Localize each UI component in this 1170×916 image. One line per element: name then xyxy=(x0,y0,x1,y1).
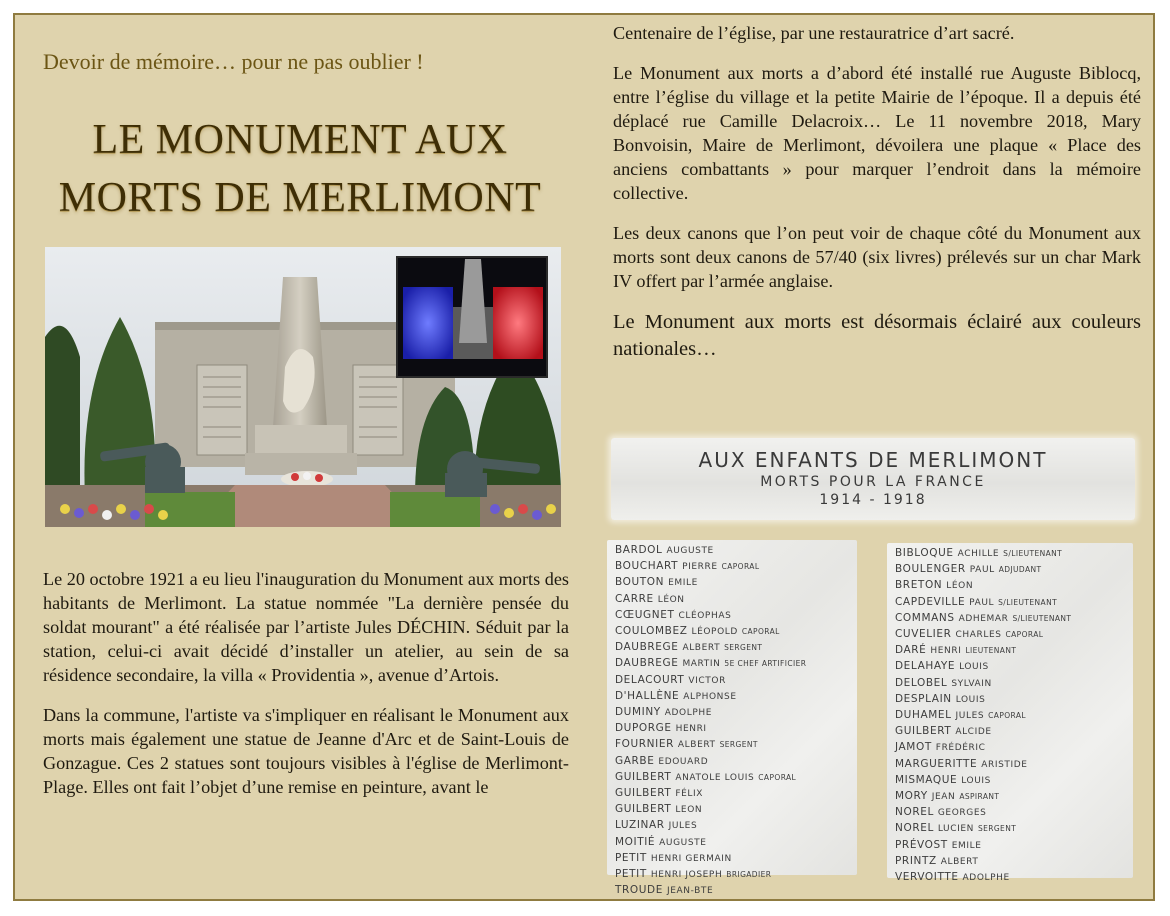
title-line-2: MORTS DE MERLIMONT xyxy=(58,175,542,221)
first-name: PAUL xyxy=(969,565,995,576)
plaque-line-1: AUX ENFANTS DE MERLIMONT xyxy=(698,448,1048,472)
first-name: ADHEMAR xyxy=(958,613,1009,624)
first-name: HENRI xyxy=(675,724,707,735)
surname: CAPDEVILLE xyxy=(895,595,966,608)
surname: GUILBERT xyxy=(615,787,672,800)
memorial-plaque xyxy=(611,438,1135,520)
first-name: LUCIEN xyxy=(937,824,974,835)
name-row xyxy=(615,673,849,689)
name-row xyxy=(615,543,849,559)
rank: CAPORAL xyxy=(1005,630,1044,640)
surname: VERVOITTE xyxy=(895,871,959,884)
first-name: CLÉOPHAS xyxy=(678,610,732,621)
page-title xyxy=(35,111,565,227)
article-page xyxy=(13,13,1155,901)
surname: DARÉ xyxy=(895,644,927,657)
names-plaque-left xyxy=(607,540,857,897)
first-name: MARTIN xyxy=(682,659,721,670)
name-row xyxy=(615,867,849,883)
name-row xyxy=(615,818,849,834)
rank: CAPORAL xyxy=(988,711,1026,721)
surname: DAUBREGE xyxy=(615,657,679,670)
rank: CAPORAL xyxy=(741,627,780,637)
surname: MOITIÉ xyxy=(615,835,656,848)
name-row xyxy=(895,692,1125,708)
rank: S/LIEUTENANT xyxy=(1003,549,1063,558)
name-row xyxy=(615,640,849,656)
first-name: JEAN xyxy=(931,792,956,803)
surname: GUILBERT xyxy=(895,725,952,738)
paragraph-inauguration: Le 20 octobre 1921 a eu lieu l'inauguration du Monument aux morts des habitants de Merlimont. La statue nommée "La dernière pensée du soldat mourant" a été réalisée par l’artiste Jules DÉCHIN. Séduit par la station, celui-ci avait décidé d’installer un atelier, au sein de sa résidence secondaire, la villa « Providentia », avenue d’Artois. xyxy=(43,569,569,685)
surname: BOULENGER xyxy=(895,563,966,576)
name-row xyxy=(615,835,849,851)
rank: CAPORAL xyxy=(758,772,797,782)
right-text-column xyxy=(613,21,1141,379)
first-name: VICTOR xyxy=(688,675,726,686)
first-name: ALBERT xyxy=(677,740,716,751)
first-name: SYLVAIN xyxy=(951,678,992,689)
rank: LIEUTENANT xyxy=(965,646,1017,656)
surname: DUPORGE xyxy=(615,722,672,735)
surname: DELOBEL xyxy=(895,676,948,689)
surname: D'HALLÈNE xyxy=(615,689,680,702)
name-row xyxy=(615,575,849,591)
paragraph-location: Le Monument aux morts a d’abord été installé rue Auguste Biblocq, entre l’église du village et la petite Mairie de l’époque. Il a depuis été déplacé rue Camille Delacroix… Le 11 novembre 2018, Mary Bonvoisin, Maire de Merlimont, dévoilera une plaque « Place des anciens combattants » pour marquer l’endroit dans la mémoire collective. xyxy=(613,63,1141,203)
monument-photo xyxy=(45,247,561,527)
name-row xyxy=(615,656,849,672)
first-name: ALBERT xyxy=(682,643,721,654)
surname: FOURNIER xyxy=(615,738,674,751)
first-name: GEORGES xyxy=(937,808,987,819)
name-row xyxy=(615,624,849,640)
first-name: FRÉDÉRIC xyxy=(935,743,986,754)
surname: PRINTZ xyxy=(895,854,937,867)
name-row xyxy=(895,659,1125,675)
name-row xyxy=(615,689,849,705)
names-plaque-right xyxy=(887,543,1133,884)
name-row xyxy=(895,643,1125,659)
name-row xyxy=(615,786,849,802)
surname: PETIT xyxy=(615,868,647,881)
name-row xyxy=(895,773,1125,789)
name-row xyxy=(895,708,1125,724)
surname: CARRE xyxy=(615,592,654,605)
first-name: LÉON xyxy=(657,594,685,605)
name-row xyxy=(895,854,1125,870)
rank: SERGENT xyxy=(719,740,758,750)
surname: COMMANS xyxy=(895,611,955,624)
first-name: FÉLIX xyxy=(675,789,704,800)
first-name: AUGUSTE xyxy=(666,546,714,556)
name-row xyxy=(895,578,1125,594)
name-row xyxy=(895,595,1125,611)
first-name: AUGUSTE xyxy=(659,837,707,848)
first-name: EMILE xyxy=(951,840,982,851)
surname: DAUBREGE xyxy=(615,641,679,654)
first-name: JEAN-BTE xyxy=(666,886,714,897)
surname: LUZINAR xyxy=(615,819,665,832)
name-row xyxy=(615,770,849,786)
name-row xyxy=(895,757,1125,773)
surname: PRÉVOST xyxy=(895,838,948,851)
first-name: HENRI GERMAIN xyxy=(650,853,732,864)
surname: NOREL xyxy=(895,806,934,819)
surname: DUMINY xyxy=(615,706,661,719)
first-name: CHARLES xyxy=(955,630,1002,641)
name-row xyxy=(615,802,849,818)
surname: JAMOT xyxy=(895,741,932,754)
name-row xyxy=(895,611,1125,627)
surname: DELACOURT xyxy=(615,673,685,686)
surname: BRETON xyxy=(895,579,943,592)
rank: S/LIEUTENANT xyxy=(1012,613,1072,623)
title-line-1: LE MONUMENT AUX xyxy=(92,117,508,163)
surname: BIBLOQUE xyxy=(895,547,954,559)
rank: SERGENT xyxy=(977,824,1017,834)
first-name: ACHILLE xyxy=(957,549,1000,559)
first-name: LÉOPOLD xyxy=(691,627,738,638)
surname: MORY xyxy=(895,790,928,803)
first-name: HENRI xyxy=(930,646,962,657)
name-row xyxy=(615,851,849,867)
plaque-line-2: MORTS POUR LA FRANCE xyxy=(760,474,986,490)
monument-illustration xyxy=(45,247,561,527)
surname: MARGUERITTE xyxy=(895,757,978,770)
paragraph-centenaire: Centenaire de l’église, par une restauratrice d’art sacré. xyxy=(613,23,1015,43)
surname: DUHAMEL xyxy=(895,709,952,722)
first-name: JULES xyxy=(955,711,985,722)
name-row xyxy=(615,608,849,624)
surname: PETIT xyxy=(615,851,647,864)
first-name: ALBERT xyxy=(940,856,979,867)
surname: DELAHAYE xyxy=(895,660,956,673)
rank: ADJUDANT xyxy=(998,565,1042,575)
name-row xyxy=(615,737,849,753)
first-name: LÉON xyxy=(946,581,974,592)
first-name: LOUIS xyxy=(959,662,989,673)
name-row xyxy=(895,870,1125,886)
surname: BOUTON xyxy=(615,576,665,589)
rank: SERGENT xyxy=(724,643,763,653)
name-row xyxy=(615,883,849,899)
first-name: EDOUARD xyxy=(658,756,709,767)
name-row xyxy=(895,789,1125,805)
name-row xyxy=(615,559,849,575)
first-name: EMILE xyxy=(668,578,698,589)
name-row xyxy=(895,740,1125,756)
rank: ASPIRANT xyxy=(959,792,1000,802)
name-row xyxy=(895,838,1125,854)
first-name: LOUIS xyxy=(961,775,991,786)
first-name: ADOLPHE xyxy=(664,708,713,719)
left-text-column xyxy=(43,567,569,815)
name-row xyxy=(615,592,849,608)
name-row xyxy=(615,754,849,770)
rank: CAPORAL xyxy=(721,562,760,572)
surname: COULOMBEZ xyxy=(615,625,688,638)
surname: GUILBERT xyxy=(615,770,672,783)
first-name: HENRI JOSEPH xyxy=(650,870,723,881)
name-row xyxy=(895,676,1125,692)
first-name: ANATOLE LOUIS xyxy=(675,772,755,783)
rank: BRIGADIER xyxy=(726,870,772,880)
first-name: ALPHONSE xyxy=(683,691,737,702)
surname: GARBE xyxy=(615,754,655,767)
first-name: LOUIS xyxy=(955,694,986,705)
surname: TROUDE xyxy=(615,884,663,897)
surname: NOREL xyxy=(895,822,934,835)
plaque-line-3: 1914 - 1918 xyxy=(819,492,927,508)
first-name: PIERRE xyxy=(682,562,718,573)
first-name: ALCIDE xyxy=(955,727,992,738)
paragraph-cannons: Les deux canons que l’on peut voir de chaque côté du Monument aux morts sont deux canons de 57/40 (six livres) prélevés sur un char Mark IV offert par l’armée anglaise. xyxy=(613,223,1141,291)
first-name: PAUL xyxy=(969,597,995,608)
name-row xyxy=(895,627,1125,643)
first-name: ADOLPHE xyxy=(962,873,1010,884)
surname: BOUCHART xyxy=(615,560,679,573)
paragraph-artist-works: Dans la commune, l'artiste va s'impliquer en réalisant le Monument aux morts mais également une statue de Jeanne d'Arc et de Saint-Louis de Gonzague. Ces 2 statues sont toujours visibles à l'église de Merlimont-Plage. Elles ont fait l’objet d’une remise en peinture, avant le xyxy=(43,705,569,797)
surname: DESPLAIN xyxy=(895,692,952,705)
kicker: Devoir de mémoire… pour ne pas oublier ! xyxy=(43,49,424,74)
surname: MISMAQUE xyxy=(895,773,958,786)
name-row xyxy=(895,546,1125,562)
name-row xyxy=(895,562,1125,578)
name-row xyxy=(895,821,1125,837)
rank: 5E CHEF ARTIFICIER xyxy=(724,659,807,669)
first-name: JULES xyxy=(668,821,698,832)
surname: CŒUGNET xyxy=(615,608,675,621)
surname: BARDOL xyxy=(615,544,663,556)
first-name: LEON xyxy=(675,805,703,816)
surname: GUILBERT xyxy=(615,803,672,816)
rank: S/LIEUTENANT xyxy=(998,597,1058,607)
name-row xyxy=(895,805,1125,821)
name-row xyxy=(895,724,1125,740)
paragraph-lighting: Le Monument aux morts est désormais éclairé aux couleurs nationales… xyxy=(613,311,1141,360)
name-row xyxy=(615,721,849,737)
first-name: ARISTIDE xyxy=(981,759,1028,770)
surname: CUVELIER xyxy=(895,628,952,641)
name-row xyxy=(615,705,849,721)
